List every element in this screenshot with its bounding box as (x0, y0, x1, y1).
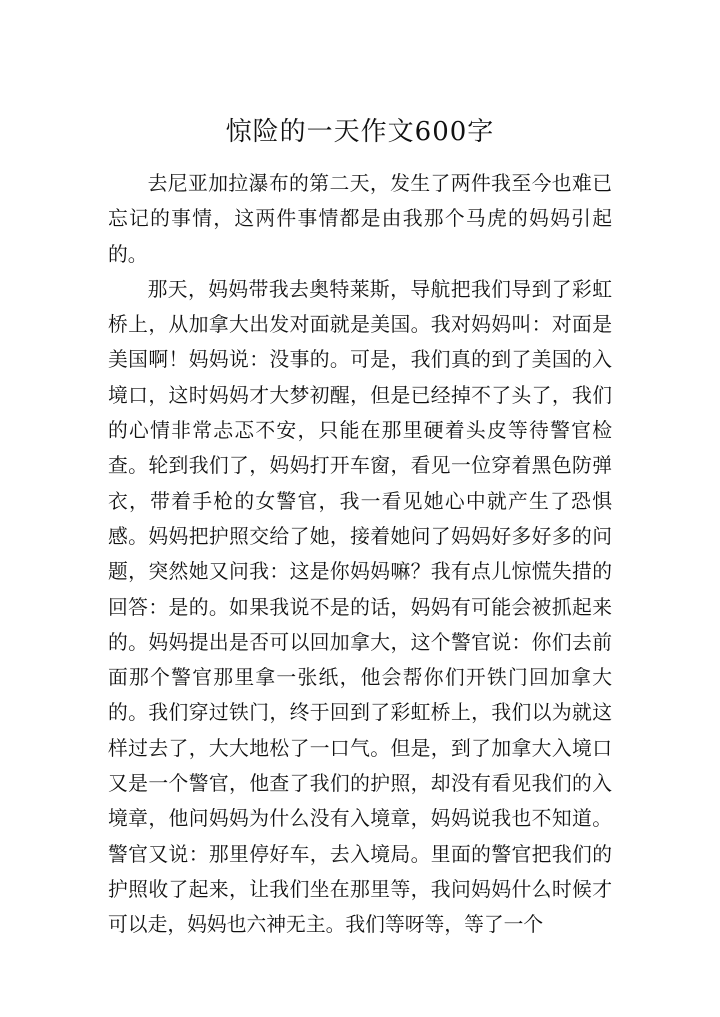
paragraph-2: 那天，妈妈带我去奥特莱斯，导航把我们导到了彩虹桥上，从加拿大出发对面就是美国。我对妈妈叫：对面是美国啊！妈妈说：没事的。可是，我们真的到了美国的入境口，这时妈妈才大梦初醒，但是已经掉不了头了，我们的心情非常忐忑不安，只能在那里硬着头皮等待警官检查。轮到我们了，妈妈打开车窗，看见一位穿着黑色防弹衣，带着手枪的女警官，我一看见她心中就产生了恐惧感。妈妈把护照交给了她，接着她问了妈妈好多好多的问题，突然她又问我：这是你妈妈嘛？我有点儿惊慌失措的回答：是的。如果我说不是的话，妈妈有可能会被抓起来的。妈妈提出是否可以回加拿大，这个警官说：你们去前面那个警官那里拿一张纸，他会帮你们开铁门回加拿大的。我们穿过铁门，终于回到了彩虹桥上，我们以为就这样过去了，大大地松了一口气。但是，到了加拿大入境口又是一个警官，他查了我们的护照，却没有看见我们的入境章，他问妈妈为什么没有入境章，妈妈说我也不知道。警官又说：那里停好车，去入境局。里面的警官把我们的护照收了起来，让我们坐在那里等，我问妈妈什么时候才可以走，妈妈也六神无主。我们等呀等，等了一个 (108, 277, 612, 937)
page-title: 惊险的一天作文600字 (225, 117, 495, 147)
paragraph-1: 去尼亚加拉瀑布的第二天，发生了两件我至今也难已忘记的事情，这两件事情都是由我那个马虎的妈妈引起的。 (108, 172, 612, 266)
essay-body (108, 166, 612, 943)
